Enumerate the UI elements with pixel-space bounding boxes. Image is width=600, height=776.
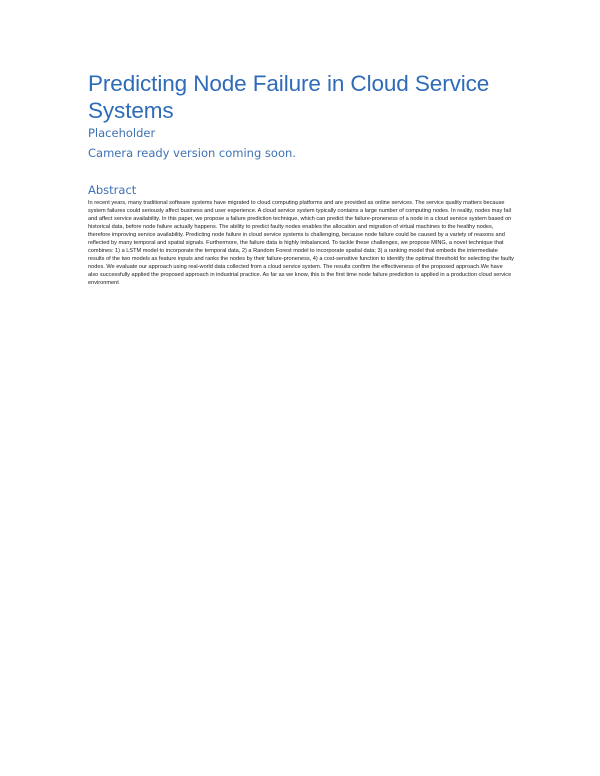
document-title: Predicting Node Failure in Cloud Service Systems <box>88 71 490 123</box>
document-subtitle: Placeholder <box>88 126 156 140</box>
camera-ready-note: Camera ready version coming soon. <box>88 146 296 160</box>
abstract-heading: Abstract <box>88 183 137 197</box>
abstract-text: In recent years, many traditional software systems have migrated to cloud computing platforms and are provided as online services. The service quality matters because system failures could seriously affect business and user experience. A cloud service system typically contains a large number of computing nodes. In reality, nodes may fail and affect service availability. In this paper, we propose a failure prediction technique, which can predict the failure-proneness of a node in a cloud service system based on historical data, before node failure actually happens. The ability to predict faulty nodes enables the allocation and migration of virtual machines to the healthy nodes, therefore improving service availability. Predicting node failure in cloud service systems is challenging, because node failure could be caused by a variety of reasons and reflected by many temporal and spatial signals. Furthermore, the failure data is highly imbalanced. To tackle these challenges, we propose MING, a novel technique that combines: 1) a LSTM model to incorporate the temporal data, 2) a Random Forest model to incorporate spatial data; 3) a ranking model that embeds the intermediate results of the two models as feature inputs and ranks the nodes by their failure-proneness, 4) a cost-sensitive function to identify the optimal threshold for selecting the faulty nodes. We evaluate our approach using real-world data collected from a cloud service system. The results confirm the effectiveness of the proposed approach.We have also successfully applied the proposed approach in industrial practice. As far as we know, this is the first time node failure prediction is applied in a production cloud service environment <box>88 200 514 287</box>
